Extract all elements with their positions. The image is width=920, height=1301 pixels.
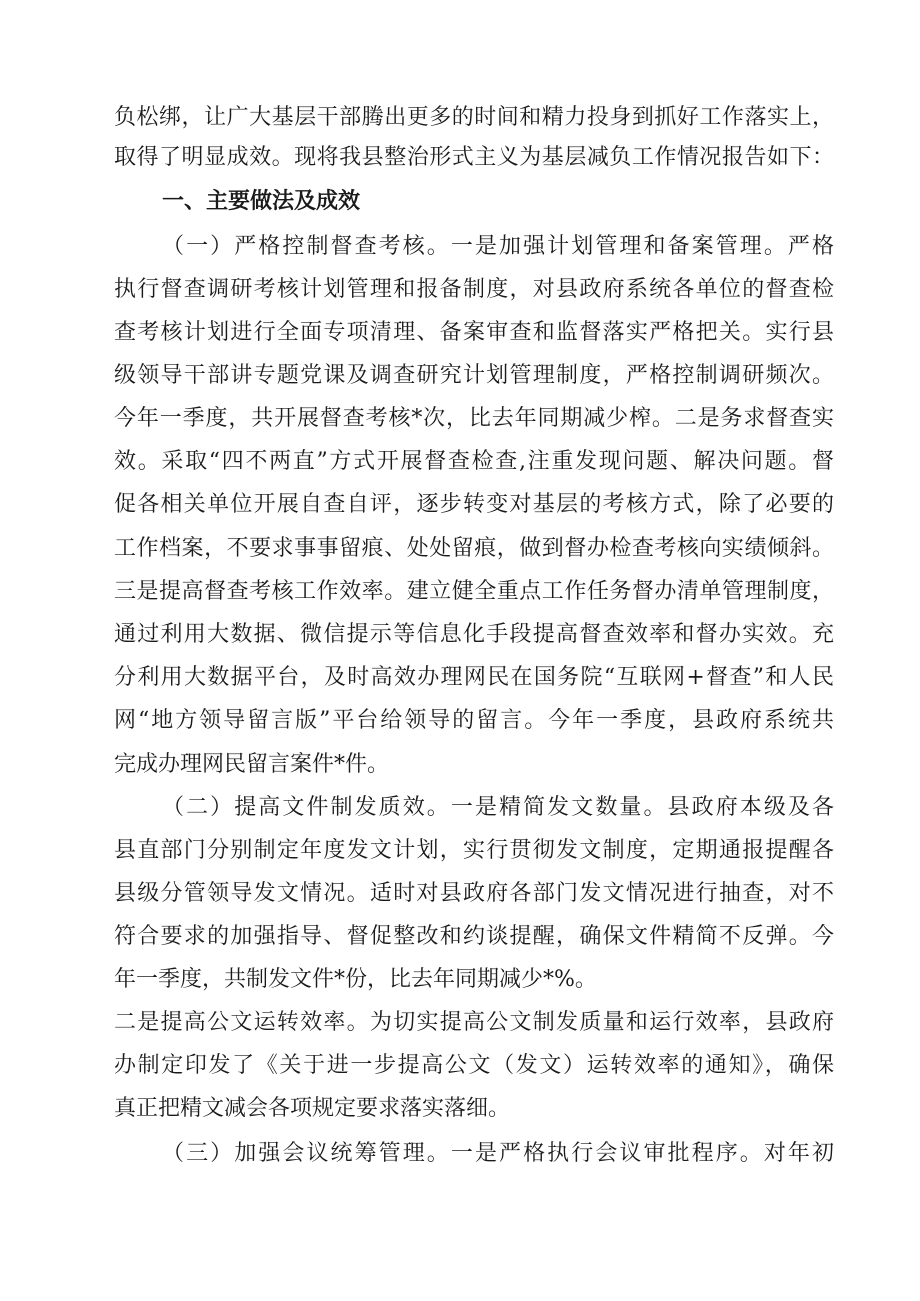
paragraph-line: 县直部门分别制定年度发文计划，实行贯彻发文制度，定期通报提醒各 <box>114 838 834 863</box>
paragraph-line: 二是提高公文运转效率。为切实提高公文制发质量和运行效率，县政府 <box>114 1010 834 1035</box>
paragraph-line: 工作档案，不要求事事留痕、处处留痕，做到督办检查考核向实绩倾斜。 <box>114 536 834 561</box>
paragraph-line: （三）加强会议统筹管理。一是严格执行会议审批程序。对年初 <box>162 1141 834 1166</box>
section-heading: 一、主要做法及成效 <box>162 189 361 214</box>
paragraph-line: 促各相关单位开展自查自评，逐步转变对基层的考核方式，除了必要的 <box>114 492 834 517</box>
paragraph-line: 真正把精文减会各项规定要求落实落细。 <box>114 1096 511 1121</box>
paragraph-line: 通过利用大数据、微信提示等信息化手段提高督查效率和督办实效。充 <box>114 622 834 647</box>
paragraph-line: 取得了明显成效。现将我县整治形式主义为基层减负工作情况报告如下： <box>114 145 834 170</box>
paragraph-line: 办制定印发了《关于进一步提高公文（发文）运转效率的通知》，确保 <box>114 1053 834 1078</box>
paragraph-line: 分利用大数据平台，及时高效办理网民在国务院“互联网+督查”和人民 <box>114 665 834 690</box>
paragraph-line: 今年一季度，共开展督查考核*次，比去年同期减少榨。二是务求督查实 <box>114 406 834 431</box>
paragraph-line: 级领导干部讲专题党课及调查研究计划管理制度，严格控制调研频次。 <box>114 363 834 388</box>
paragraph-line: 县级分管领导发文情况。适时对县政府各部门发文情况进行抽查，对不 <box>114 881 834 906</box>
paragraph-line: 符合要求的加强指导、督促整改和约谈提醒，确保文件精简不反弹。今 <box>114 924 834 949</box>
paragraph-line: 效。采取“四不两直”方式开展督查检查,注重发现问题、解决问题。督 <box>114 449 834 474</box>
paragraph-line: 三是提高督查考核工作效率。建立健全重点工作任务督办清单管理制度， <box>114 579 834 604</box>
paragraph-line: 执行督查调研考核计划管理和报备制度，对县政府系统各单位的督查检 <box>114 277 834 302</box>
paragraph-line: 查考核计划进行全面专项清理、备案审查和监督落实严格把关。实行县 <box>114 320 834 345</box>
paragraph-line: （一）严格控制督查考核。一是加强计划管理和备案管理。严格 <box>162 234 834 259</box>
paragraph-line: 完成办理网民留言案件*件。 <box>114 752 390 777</box>
paragraph-line: 年一季度，共制发文件*份，比去年同期减少*%。 <box>114 967 597 992</box>
paragraph-line: （二）提高文件制发质效。一是精简发文数量。县政府本级及各 <box>162 795 834 820</box>
paragraph-line: 负松绑，让广大基层干部腾出更多的时间和精力投身到抓好工作落实上， <box>114 105 834 130</box>
paragraph-line: 网“地方领导留言版”平台给领导的留言。今年一季度，县政府系统共 <box>114 708 834 733</box>
